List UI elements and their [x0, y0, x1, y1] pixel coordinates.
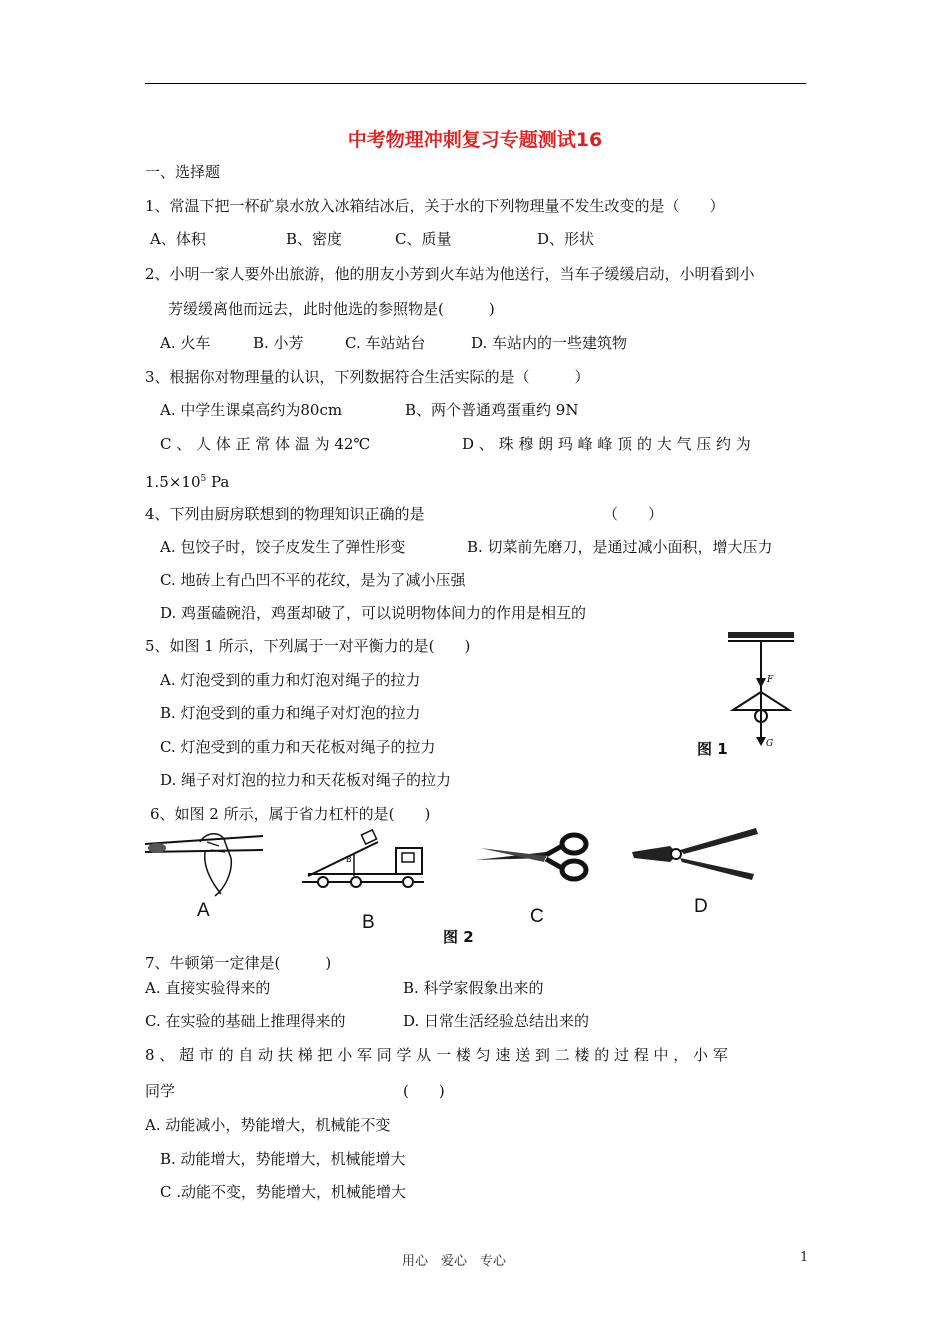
- q1-stem: 1、常温下把一杯矿泉水放入冰箱结冰后，关于水的下列物理量不发生改变的是（ ）: [145, 197, 725, 215]
- q5-option-c: C. 灯泡受到的重力和天花板对绳子的拉力: [160, 738, 436, 756]
- q7-option-a: A. 直接实验得来的: [145, 979, 271, 997]
- q3-option-d-value: $1.5\times 10^5$ Pa: [145, 473, 230, 491]
- q7-option-c: C. 在实验的基础上推理得来的: [145, 1012, 346, 1030]
- q7-option-b: B. 科学家假象出来的: [403, 979, 544, 997]
- q8-answer-paren: ( ): [403, 1082, 445, 1100]
- q3-option-c: C 、 人 体 正 常 体 温 为 42℃: [160, 435, 371, 453]
- q8-stem-line1: 8 、 超 市 的 自 动 扶 梯 把 小 军 同 学 从 一 楼 匀 速 送 到 二 楼 的 过 程 中 ， 小 军: [145, 1046, 728, 1064]
- q1-option-b: B、密度: [286, 230, 343, 248]
- q4-option-c: C. 地砖上有凸凹不平的花纹，是为了减小压强: [160, 571, 466, 589]
- q4-option-a: A. 包饺子时，饺子皮发生了弹性形变: [160, 538, 406, 556]
- section-heading: 一、选择题: [145, 163, 221, 181]
- q2-option-a: A. 火车: [160, 334, 211, 352]
- q1-option-a: A、体积: [150, 230, 206, 248]
- q2-stem-line1: 2、小明一家人要外出旅游，他的朋友小芳到火车站为他送行，当车子缓缓启动，小明看到小: [145, 265, 755, 283]
- force-g-label: G: [766, 739, 774, 749]
- page-number: 1: [800, 1250, 809, 1265]
- q8-stem-line2: 同学: [145, 1082, 176, 1100]
- footer-motto: 用心 爱心 专心: [402, 1254, 507, 1269]
- header-rule: [145, 83, 806, 84]
- q5-option-b: B. 灯泡受到的重力和绳子对灯泡的拉力: [160, 704, 421, 722]
- figure-1-caption: 图 1: [697, 740, 728, 758]
- page-title: 中考物理冲刺复习专题测试16: [347, 129, 603, 151]
- q1-option-c: C、质量: [395, 230, 452, 248]
- figure-2-label-d: D: [694, 896, 708, 917]
- q7-stem: 7、牛顿第一定律是( ): [145, 954, 332, 972]
- q3-option-b: B、两个普通鸡蛋重约 9N: [405, 401, 579, 419]
- figure-2-label-a: A: [197, 900, 210, 921]
- q4-option-b: B. 切菜前先磨刀，是通过减小面积，增大压力: [467, 538, 773, 556]
- figure-2-caption: 图 2: [443, 928, 474, 946]
- q5-option-d: D. 绳子对灯泡的拉力和天花板对绳子的拉力: [160, 771, 452, 789]
- q3-stem: 3、根据你对物理量的认识，下列数据符合生活实际的是（ ）: [145, 368, 590, 386]
- figure-1-hanging-lamp: [725, 630, 805, 750]
- q2-option-d: D. 车站内的一些建筑物: [471, 334, 628, 352]
- figure-2b-lift-truck: [298, 826, 428, 892]
- q4-stem: 4、下列由厨房联想到的物理知识正确的是: [145, 505, 425, 523]
- q2-option-b: B. 小芳: [253, 334, 304, 352]
- q7-option-d: D. 日常生活经验总结出来的: [403, 1012, 590, 1030]
- figure-2c-scissors: [474, 832, 594, 882]
- q6-stem: 6、如图 2 所示，属于省力杠杆的是( ): [150, 805, 431, 823]
- q8-option-a: A. 动能减小，势能增大，机械能不变: [145, 1116, 391, 1134]
- q3-option-d: D 、 珠 穆 朗 玛 峰 峰 顶 的 大 气 压 约 为: [462, 435, 751, 453]
- q3-option-a: A. 中学生课桌高约为80cm: [160, 401, 343, 419]
- q4-answer-paren: （ ）: [603, 505, 664, 523]
- q5-option-a: A. 灯泡受到的重力和灯泡对绳子的拉力: [160, 671, 421, 689]
- q4-option-d: D. 鸡蛋磕碗沿，鸡蛋却破了，可以说明物体间力的作用是相互的: [160, 604, 587, 622]
- figure-2-label-c: C: [530, 906, 544, 927]
- figure-2a-chopsticks: [145, 828, 265, 898]
- q1-option-d: D、形状: [537, 230, 595, 248]
- figure-2d-pliers: [630, 824, 760, 884]
- figure-2-label-b: B: [362, 912, 375, 933]
- figure-2b-mark: B: [346, 855, 352, 864]
- q8-option-b: B. 动能增大，势能增大，机械能增大: [160, 1150, 406, 1168]
- q2-stem-line2: 芳缓缓离他而远去，此时他选的参照物是( ): [168, 300, 495, 318]
- q2-option-c: C. 车站站台: [345, 334, 426, 352]
- q8-option-c: C .动能不变，势能增大，机械能增大: [160, 1183, 407, 1201]
- force-f-label: F: [767, 675, 774, 685]
- q5-stem: 5、如图 1 所示，下列属于一对平衡力的是( ): [145, 637, 471, 655]
